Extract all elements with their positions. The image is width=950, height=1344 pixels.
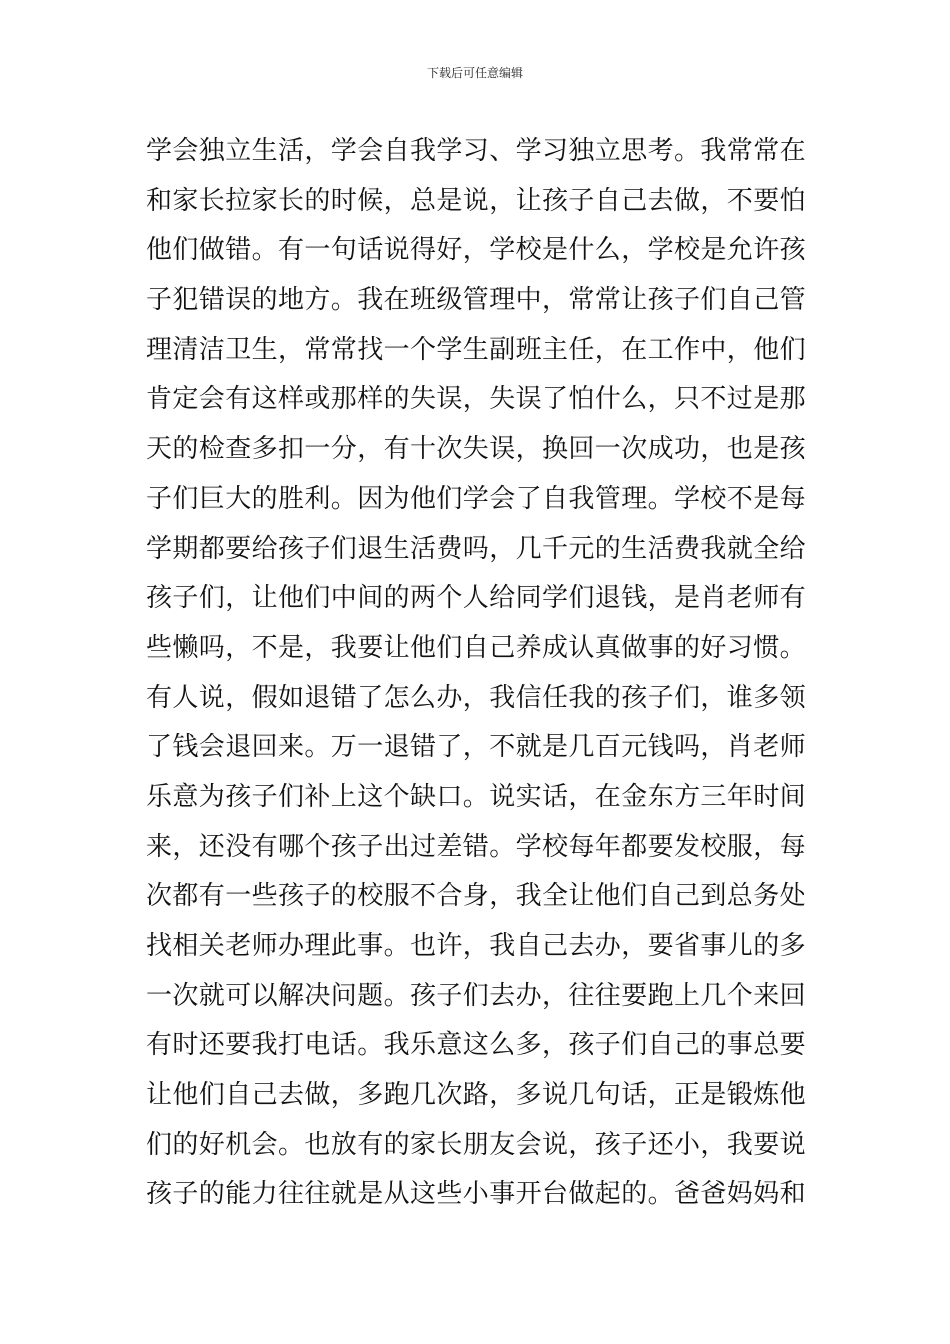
text-line: 学期都要给孩子们退生活费吗，几千元的生活费我就全给 <box>146 533 807 564</box>
text-line: 子们巨大的胜利。因为他们学会了自我管理。学校不是每 <box>146 483 807 514</box>
text-line: 们的好机会。也放有的家长朋友会说，孩子还小，我要说 <box>146 1129 807 1160</box>
text-line: 他们做错。有一句话说得好，学校是什么，学校是允许孩 <box>146 235 807 266</box>
text-line: 肯定会有这样或那样的失误，失误了怕什么，只不过是那 <box>146 384 807 415</box>
text-line: 学会独立生活，学会自我学习、学习独立思考。我常常在 <box>146 136 807 166</box>
text-line: 些懒吗，不是，我要让他们自己养成认真做事的好习惯。 <box>146 632 807 663</box>
text-line: 孩子的能力往往就是从这些小事开台做起的。爸爸妈妈和 <box>146 1179 807 1210</box>
text-line: 找相关老师办理此事。也许，我自己去办，要省事儿的多 <box>146 931 807 961</box>
text-line: 了钱会退回来。万一退错了，不就是几百元钱吗，肖老师 <box>146 732 807 763</box>
text-line: 有时还要我打电话。我乐意这么多，孩子们自己的事总要 <box>146 1030 807 1061</box>
text-line: 来，还没有哪个孩子出过差错。学校每年都要发校服，每 <box>146 831 807 862</box>
text-line: 让他们自己去做，多跑几次路，多说几句话，正是锻炼他 <box>146 1080 807 1111</box>
text-line: 次都有一些孩子的校服不合身，我全让他们自己到总务处 <box>146 881 807 912</box>
page-header: 下载后可任意编辑 <box>426 66 523 80</box>
text-line: 乐意为孩子们补上这个缺口。说实话，在金东方三年时间 <box>146 781 807 812</box>
text-line: 理清洁卫生，常常找一个学生副班主任，在工作中，他们 <box>146 334 807 365</box>
body-text <box>146 127 816 1220</box>
text-line: 和家长拉家长的时候，总是说，让孩子自己去做，不要怕 <box>146 185 807 216</box>
text-line: 孩子们，让他们中间的两个人给同学们退钱，是肖老师有 <box>146 583 807 614</box>
text-line: 子犯错误的地方。我在班级管理中，常常让孩子们自己管 <box>146 285 807 316</box>
text-line: 天的检查多扣一分，有十次失误，换回一次成功，也是孩 <box>146 434 807 465</box>
text-line: 有人说，假如退错了怎么办，我信任我的孩子们，谁多领 <box>146 682 807 713</box>
text-line: 一次就可以解决问题。孩子们去办，往往要跑上几个来回 <box>146 980 807 1011</box>
